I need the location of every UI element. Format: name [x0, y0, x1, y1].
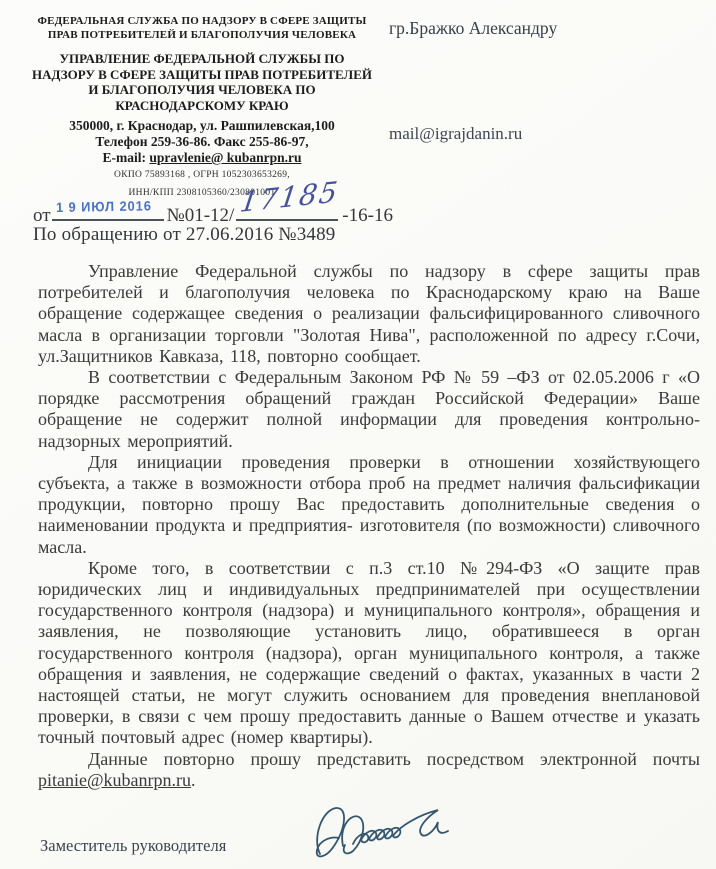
date-stamp-underline	[52, 199, 164, 221]
number-underline	[236, 174, 342, 221]
number-prefix: №01-12/	[166, 205, 235, 226]
regarding-line: По обращению от 27.06.2016 №3489	[33, 224, 336, 245]
signature-autograph	[308, 798, 498, 868]
addressee-name: гр.Бражко Александру	[389, 18, 558, 38]
reply-email: pitanie@kubanrpn.ru	[38, 769, 192, 790]
body-paragraph-closing	[38, 749, 700, 791]
number-suffix: -16-16	[342, 205, 393, 226]
closing-period: .	[191, 769, 196, 790]
date-stamp: 1 9 ИЮЛ 2016	[55, 198, 152, 215]
body-paragraph: Для инициации проведения проверки в отношении хозяйствующего субъекта, а также в возможности отбора проб на предмет наличия фальсификации продукции, повторно прошу Вас предоставить дополнительные сведения о наименовании продукта и предприятия- изготовителя (по возможности) сливочного масла.	[38, 451, 700, 557]
handwritten-number: 17185	[238, 174, 342, 219]
addressee-email: mail@igrajdanin.ru	[389, 124, 523, 143]
signer-title: Заместитель руководителя	[40, 836, 227, 855]
addressee-block	[389, 18, 699, 144]
from-label: от	[33, 205, 51, 226]
letterhead	[28, 14, 376, 202]
agency-name: ФЕДЕРАЛЬНАЯ СЛУЖБА ПО НАДЗОРУ В СФЕРЕ ЗАЩИТЫ ПРАВ ПОТРЕБИТЕЛЕЙ И БЛАГОПОЛУЧИЯ ЧЕЛОВЕКА	[37, 15, 367, 41]
body-paragraph: Управление Федеральной службы по надзору в сфере защиты прав потребителей и благополучия человека по Краснодарскому краю на Ваше обращение содержащее сведения о реализации фальсифицированного сливочного масла в организации торговли "Золотая Нива", расположенной по адресу г.Сочи, ул.Защитников Кавказа, 118, повторно сообщает.	[38, 261, 700, 366]
letterhead-email-line	[28, 150, 376, 166]
inn-kpp-line: ИНН/КПП 2308105360/230801001	[128, 188, 276, 198]
closing-text: Данные повторно прошу представить посредством электронной почты	[88, 748, 700, 769]
letter-body	[38, 261, 700, 791]
email-label: E-mail:	[102, 150, 146, 165]
body-paragraph: Кроме того, в соответствии с п.3 ст.10 №294-ФЗ «О защите прав юридических лиц и индивидуальных предпринимателей при осуществлении государственного контроля (надзора) и муниципального контроля», обращения и заявления, не позволяющие установить лицо, обратившееся в орган государственного контроля (надзора), орган муниципального контроля, а также обращения и заявления, не содержащие сведений о фактах, указанных в части 2 настоящей статьи, не могут служить основанием для проведения внеплановой проверки, в связи с чем прошу предоставить данные о Вашем отчестве и указать точный почтовый адрес (номер квартиры).	[38, 557, 700, 748]
letterhead-email: upravlenie@ kubanrpn.ru	[149, 150, 302, 165]
letterhead-address: 350000, г. Краснодар, ул. Рашпилевская,100	[69, 118, 335, 133]
okpo-ogrn-line: ОКПО 75893168 , ОГРН 1052303653269,	[114, 170, 290, 180]
body-paragraph: В соответствии с Федеральным Законом РФ № 59 –ФЗ от 02.05.2006 г «О порядке рассмотрения обращений граждан Российской Федерации» Ваше обращение не содержит полной информации для проведения контрольно-надзорных мероприятий.	[38, 367, 700, 451]
department-name: УПРАВЛЕНИЕ ФЕДЕРАЛЬНОЙ СЛУЖБЫ ПО НАДЗОРУ В СФЕРЕ ЗАЩИТЫ ПРАВ ПОТРЕБИТЕЛЕЙ И БЛАГОПОЛУЧИЯ ЧЕЛОВЕКА ПО КРАСНОДАРСКОМУ КРАЮ	[31, 51, 373, 113]
letterhead-phone: Телефон 259-36-86. Факс 255-86-97,	[95, 134, 309, 149]
